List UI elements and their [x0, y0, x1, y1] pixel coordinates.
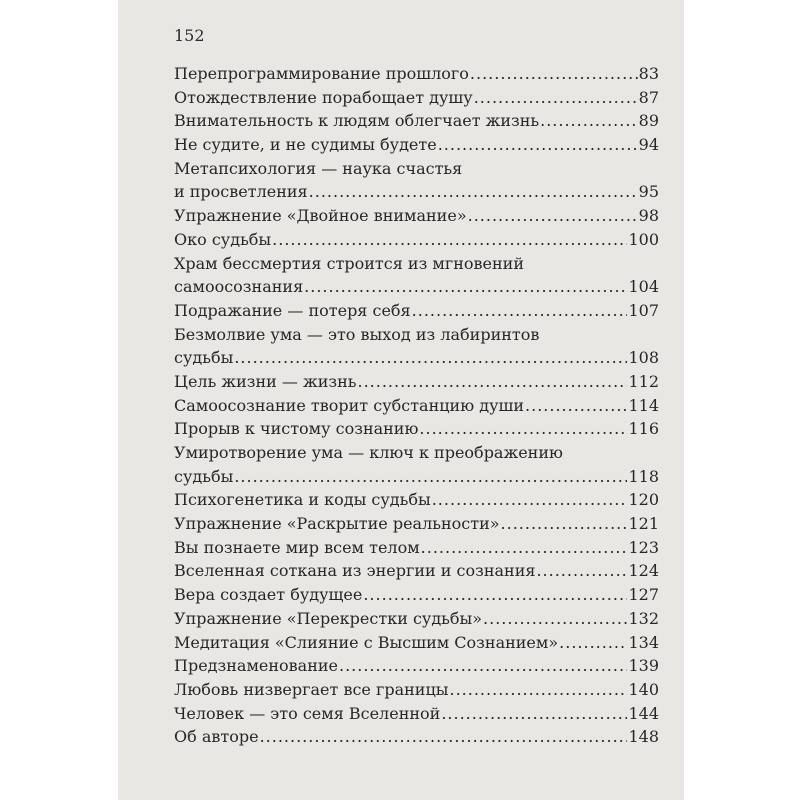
- toc-dot-leader: [483, 607, 627, 631]
- toc-entry-title: Перепрограммирование прошлого: [174, 64, 469, 83]
- toc-entry: [174, 370, 659, 394]
- toc-entry-line: [174, 62, 659, 86]
- toc-dot-leader: [501, 512, 628, 536]
- toc-dot-leader: [363, 583, 627, 607]
- toc-dot-leader: [419, 417, 627, 441]
- toc-entry-title: и просветления: [174, 182, 308, 202]
- toc-entry-line: [174, 346, 659, 370]
- toc-entry-line: [174, 607, 659, 631]
- toc-entry-line: [174, 536, 659, 560]
- toc-entry-line: [174, 204, 659, 228]
- toc-dot-leader: [441, 702, 627, 726]
- toc-entry-line: [174, 465, 659, 489]
- toc-entry: [174, 441, 659, 488]
- toc-entry-title: Подражание — потеря себя: [174, 300, 411, 320]
- toc-entry-line: [174, 275, 659, 299]
- toc-entry-page: 123: [628, 537, 659, 557]
- toc-entry-title: Вы познаете мир всем телом: [174, 537, 420, 557]
- toc-entry-page: 144: [628, 703, 659, 723]
- toc-entry-title: Прорыв к чистому сознанию: [174, 419, 419, 439]
- toc-dot-leader: [421, 536, 628, 560]
- toc-entry-page: 87: [638, 87, 659, 107]
- toc-entry: [174, 536, 659, 560]
- toc-entry-line: [174, 725, 659, 749]
- toc-entry: [174, 678, 659, 702]
- toc-entry-page: 98: [638, 206, 659, 226]
- toc-entry-title: Вселенная соткана из энергии и сознания: [174, 561, 536, 581]
- toc-entry-page: 114: [628, 395, 659, 415]
- toc-entry-title: Любовь низвергает все границы: [174, 679, 449, 699]
- toc-entry-page: 148: [628, 727, 659, 747]
- toc-entry-title: судьбы: [174, 348, 234, 368]
- toc-entry-title: Упражнение «Перекрестки судьбы»: [174, 608, 483, 628]
- toc-entry-line: [174, 654, 659, 678]
- toc-entry: [174, 702, 659, 726]
- toc-entry-line: [174, 370, 659, 394]
- toc-dot-leader: [468, 204, 638, 228]
- toc-entry: [174, 204, 659, 228]
- toc-entry: [174, 394, 659, 418]
- toc-entry-page: 118: [628, 466, 659, 486]
- toc-entry-title: Око судьбы: [174, 229, 272, 249]
- toc-entry-title: Внимательность к людям облегчает жизнь: [174, 111, 540, 131]
- toc-entry-page: 116: [628, 419, 659, 439]
- page-number: 152: [174, 26, 205, 45]
- toc-dot-leader: [234, 465, 627, 489]
- toc-entry-page: 104: [628, 277, 659, 297]
- toc-entry-title: Человек — это семя Вселенной: [174, 703, 441, 723]
- toc-entry: [174, 299, 659, 323]
- toc-entry-page: 89: [638, 111, 659, 131]
- toc-entry-line: [174, 180, 659, 204]
- toc-entry-page: 121: [628, 514, 659, 534]
- toc-dot-leader: [357, 370, 627, 394]
- toc-entry-line: [174, 86, 659, 110]
- toc-entry-title: Вера создает будущее: [174, 585, 363, 605]
- toc-entry-title: Самоосознание творит субстанцию души: [174, 395, 525, 415]
- toc-entry-page: 107: [628, 300, 659, 320]
- toc-dot-leader: [234, 346, 627, 370]
- toc-entry-page: 132: [628, 608, 659, 628]
- toc-entry-page: 134: [628, 632, 659, 652]
- toc-dot-leader: [309, 180, 638, 204]
- toc-entry-line: [174, 631, 659, 655]
- toc-entry-page: 120: [628, 490, 659, 510]
- toc-entry: [174, 133, 659, 157]
- toc-entry-line: [174, 583, 659, 607]
- toc-entry: [174, 654, 659, 678]
- toc-entry-line: [174, 678, 659, 702]
- toc-entry: [174, 228, 659, 252]
- toc-dot-leader: [450, 678, 628, 702]
- toc-entry: [174, 62, 659, 86]
- toc-dot-leader: [304, 275, 627, 299]
- toc-entry-page: 140: [628, 679, 659, 699]
- toc-entry: [174, 512, 659, 536]
- toc-dot-leader: [536, 559, 627, 583]
- toc-entry-title: Предзнаменование: [174, 656, 338, 676]
- toc-entry: [174, 323, 659, 370]
- toc-entry-page: 139: [628, 656, 659, 676]
- toc-entry-line: [174, 417, 659, 441]
- toc-entry-title: Медитация «Слияние с Высшим Сознанием»: [174, 632, 559, 652]
- toc-dot-leader: [470, 62, 638, 86]
- toc-entry: [174, 86, 659, 110]
- toc-dot-leader: [260, 725, 628, 749]
- toc-dot-leader: [540, 109, 638, 133]
- toc-entry: [174, 631, 659, 655]
- toc-entry: [174, 109, 659, 133]
- toc-entry: [174, 725, 659, 749]
- toc-entry: [174, 252, 659, 299]
- toc-entry-page: 94: [638, 135, 659, 155]
- toc-entry-title: Психогенетика и коды судьбы: [174, 490, 431, 510]
- toc-entry-page: 95: [638, 182, 659, 202]
- toc-entry-line: [174, 133, 659, 157]
- toc-entry-line: [174, 394, 659, 418]
- toc-entry-page: 108: [628, 348, 659, 368]
- toc-entry-line: [174, 702, 659, 726]
- toc-entry-title-line: Безмолвие ума — это выход из лабиринтов: [174, 324, 540, 344]
- toc-entry-line: [174, 109, 659, 133]
- toc-entry-page: 124: [628, 561, 659, 581]
- toc-entry-page: 127: [628, 585, 659, 605]
- toc-entry-page: 112: [628, 371, 659, 391]
- toc-entry-page: 100: [628, 229, 659, 249]
- toc-dot-leader: [432, 488, 628, 512]
- toc-entry-title: Цель жизни — жизнь: [174, 371, 357, 391]
- toc-dot-leader: [272, 228, 627, 252]
- toc-entry: [174, 607, 659, 631]
- table-of-contents: [174, 62, 659, 749]
- toc-entry-page: 83: [638, 64, 659, 83]
- toc-entry: [174, 559, 659, 583]
- toc-entry-title: Не судите, и не судимы будете: [174, 135, 437, 155]
- toc-dot-leader: [438, 133, 638, 157]
- toc-entry-line: [174, 228, 659, 252]
- toc-entry-title-line: Храм бессмертия строится из мгновений: [174, 253, 524, 273]
- toc-dot-leader: [525, 394, 627, 418]
- toc-entry-title: Отождествление порабощает душу: [174, 87, 473, 107]
- toc-dot-leader: [559, 631, 627, 655]
- toc-entry: [174, 583, 659, 607]
- toc-entry: [174, 417, 659, 441]
- toc-entry-title: самоосознания: [174, 277, 304, 297]
- toc-dot-leader: [474, 86, 638, 110]
- toc-entry-title-line: Метапсихология — наука счастья: [174, 158, 463, 178]
- toc-entry-title: Об авторе: [174, 727, 259, 747]
- toc-entry-line: [174, 299, 659, 323]
- book-page: [118, 0, 684, 800]
- toc-entry-line: [174, 512, 659, 536]
- toc-entry-title: Упражнение «Двойное внимание»: [174, 206, 467, 226]
- toc-entry: [174, 488, 659, 512]
- toc-entry-line: [174, 559, 659, 583]
- toc-dot-leader: [412, 299, 628, 323]
- toc-entry: [174, 157, 659, 204]
- toc-dot-leader: [339, 654, 627, 678]
- toc-entry-title-line: Умиротворение ума — ключ к преображению: [174, 443, 563, 462]
- toc-entry-title: судьбы: [174, 466, 234, 486]
- toc-entry-line: [174, 488, 659, 512]
- toc-entry-title: Упражнение «Раскрытие реальности»: [174, 514, 500, 534]
